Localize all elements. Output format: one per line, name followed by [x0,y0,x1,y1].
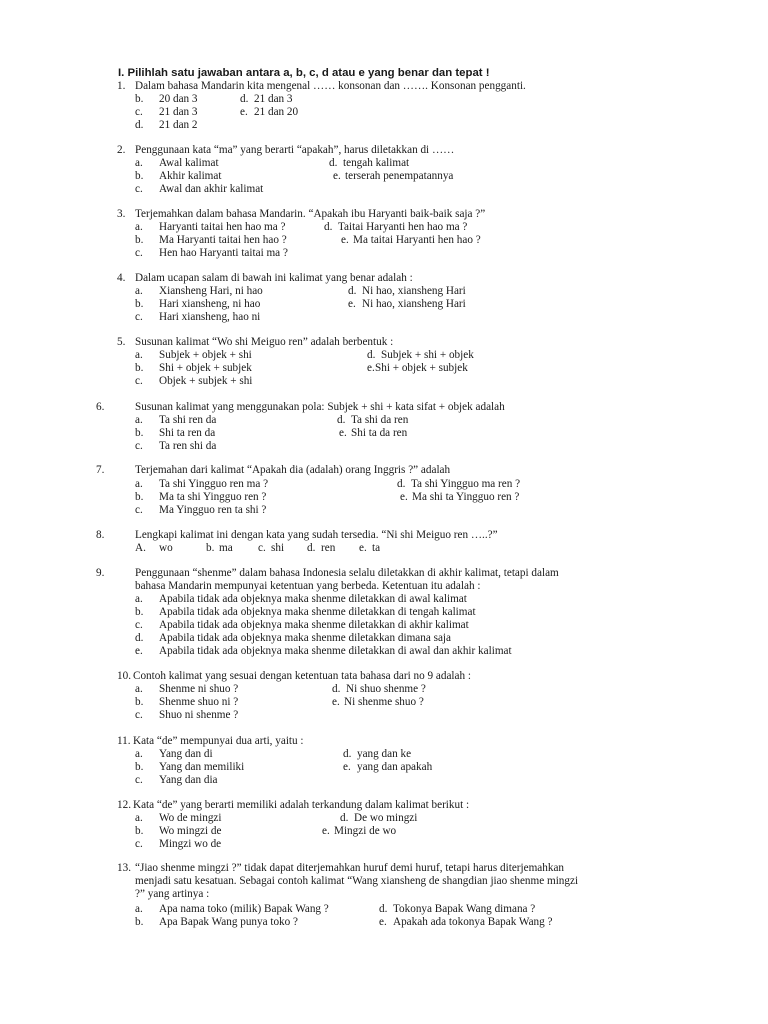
option-text: Apabila tidak ada objeknya maka shenme diletakkan di akhir kalimat [159,619,469,631]
option-key: d. [324,221,333,233]
option-text: Shi + objek + subjek [159,362,252,374]
question-text: bahasa Mandarin mempunyai ketentuan yang berbeda. Ketentuan itu adalah : [135,580,481,592]
option-text: 20 dan 3 [159,93,198,105]
option-text: Subjek + shi + objek [381,349,474,361]
option-text: Subjek + objek + shi [159,349,252,361]
option-text: Ni shuo shenme ? [346,683,426,695]
option-key: b. [135,93,144,105]
question-number: 4. [117,272,126,284]
option-text: tengah kalimat [343,157,410,169]
option-text: yang dan apakah [357,761,433,773]
option-key: a. [135,349,143,361]
option-key: c. [135,619,143,631]
question-number: 7. [96,464,105,476]
option-text: ma [219,542,233,554]
option-text: Wo mingzi de [159,825,222,837]
question-text: Kata “de” yang berarti memiliki adalah terkandung dalam kalimat berikut : [133,799,470,811]
option-text: Mingzi de wo [334,825,397,837]
question-text: Terjemahan dari kalimat “Apakah dia (adalah) orang Inggris ?” adalah [135,464,451,476]
option-key: b. [135,761,144,773]
option-text: Awal dan akhir kalimat [159,183,264,195]
option-key: c. [135,311,143,323]
question-text: Lengkapi kalimat ini dengan kata yang sudah tersedia. “Ni shi Meiguo ren …..?” [135,529,498,541]
option-text: Apabila tidak ada objeknya maka shenme diletakkan di tengah kalimat [159,606,476,618]
question-number: 2. [117,144,126,156]
option-text: Ma taitai Haryanti hen hao ? [353,234,481,246]
option-key: c. [135,774,143,786]
option-key: d. [332,683,341,695]
option-text: Mingzi wo de [159,838,222,850]
option-key: a. [135,903,143,915]
option-text: terserah penempatannya [345,170,454,182]
option-text: Ta shi Yingguo ma ren ? [411,478,521,490]
option-key: d. [240,93,249,105]
question-number: 12. [117,799,131,811]
option-key: a. [135,157,143,169]
question-text: Penggunaan “shenme” dalam bahasa Indonesia selalu diletakkan di akhir kalimat, tetapi dalam [135,567,559,579]
option-key: A. [135,542,146,554]
option-text: Ma ta shi Yingguo ren ? [159,491,267,503]
option-text: Ni shenme shuo ? [344,696,424,708]
option-text: Ta shi Yingguo ren ma ? [159,478,269,490]
question-text: ?” yang artinya : [135,888,210,900]
option-key: c. [135,375,143,387]
question-number: 10. [117,670,131,682]
option-key: c. [135,440,143,452]
option-text: 21 dan 3 [254,93,293,105]
option-text: Yang dan di [159,748,213,760]
option-text: Apakah ada tokonya Bapak Wang ? [393,916,553,928]
option-text: Ni hao, xiansheng Hari [362,298,466,310]
option-key: d. [307,542,316,554]
option-key: e. [339,427,347,439]
option-text: Shi + objek + subjek [375,362,468,374]
option-key: a. [135,748,143,760]
option-text: Shi ta ren da [159,427,216,439]
option-text: Wo de mingzi [159,812,222,824]
option-text: Shenme ni shuo ? [159,683,239,695]
option-text: Apabila tidak ada objeknya maka shenme diletakkan dimana saja [159,632,452,644]
option-key: e. [343,761,351,773]
option-key: b. [135,298,144,310]
option-text: Awal kalimat [159,157,219,169]
question-number: 13. [117,862,131,874]
option-text: Yang dan memiliki [159,761,245,773]
option-key: a. [135,812,143,824]
option-key: e. [379,916,387,928]
option-key: c. [135,106,143,118]
option-text: Shuo ni shenme ? [159,709,239,721]
option-text: Apa Bapak Wang punya toko ? [159,916,299,928]
option-key: c. [135,247,143,259]
option-key: d. [329,157,338,169]
option-key: d. [348,285,357,297]
option-key: a. [135,478,143,490]
question-text: Kata “de” mempunyai dua arti, yaitu : [133,735,304,747]
question-number: 1. [117,80,126,92]
question-number: 3. [117,208,126,220]
option-text: Hari xiansheng, hao ni [159,311,261,323]
question-number: 6. [96,401,105,413]
instructions-title: I. Pilihlah satu jawaban antara a, b, c, d atau e yang benar dan tepat ! [118,67,490,79]
option-key: a. [135,593,143,605]
option-text: Hari xiansheng, ni hao [159,298,261,310]
option-text: Objek + subjek + shi [159,375,253,387]
question-number: 5. [117,336,126,348]
option-text: Haryanti taitai hen hao ma ? [159,221,286,233]
option-text: Ma shi ta Yingguo ren ? [412,491,520,503]
option-key: d. [397,478,406,490]
option-text: De wo mingzi [354,812,418,824]
question-text: Penggunaan kata “ma” yang berarti “apakah”, harus diletakkan di …… [135,144,455,156]
option-key: c. [135,709,143,721]
question-number: 11. [117,735,131,747]
option-key: a. [135,683,143,695]
option-text: Akhir kalimat [159,170,222,182]
option-key: c. [135,504,143,516]
option-key: d. [135,119,144,131]
option-text: Xiansheng Hari, ni hao [159,285,263,297]
question-text: “Jiao shenme mingzi ?” tidak dapat diterjemahkan huruf demi huruf, tetapi harus diterjemahkan [135,862,565,874]
option-text: shi [271,542,285,554]
option-key: e. [359,542,367,554]
question-text: Terjemahkan dalam bahasa Mandarin. “Apakah ibu Haryanti baik-baik saja ?” [135,208,486,220]
option-text: Shi ta da ren [351,427,408,439]
option-key: a. [135,221,143,233]
option-text: Tokonya Bapak Wang dimana ? [393,903,536,915]
question-text: Contoh kalimat yang sesuai dengan ketentuan tata bahasa dari no 9 adalah : [133,670,472,682]
option-text: Ta shi da ren [351,414,409,426]
option-text: ta [372,542,381,554]
question-text: Susunan kalimat yang menggunakan pola: Subjek + shi + kata sifat + objek adalah [135,401,505,413]
option-text: Ma Yingguo ren ta shi ? [159,504,267,516]
option-text: Ma Haryanti taitai hen hao ? [159,234,287,246]
option-text: Shenme shuo ni ? [159,696,239,708]
option-key: b. [135,170,144,182]
option-key: d. [340,812,349,824]
option-key: d. [367,349,376,361]
option-key: b. [135,427,144,439]
option-text: Taitai Haryanti hen hao ma ? [338,221,468,233]
option-key: b. [135,916,144,928]
question-number: 8. [96,529,105,541]
option-text: Apa nama toko (milik) Bapak Wang ? [159,903,329,915]
option-key: b. [135,362,144,374]
option-text: Ni hao, xiansheng Hari [362,285,466,297]
option-text: 21 dan 3 [159,106,198,118]
option-key: b. [206,542,215,554]
option-text: Yang dan dia [159,774,218,786]
option-key: e. [367,362,375,374]
option-key: e. [341,234,349,246]
option-text: 21 dan 2 [159,119,198,131]
option-key: e. [400,491,408,503]
option-key: d. [379,903,388,915]
option-key: d. [343,748,352,760]
option-key: b. [135,234,144,246]
option-key: e. [348,298,356,310]
option-text: 21 dan 20 [254,106,299,118]
option-key: c. [135,838,143,850]
option-text: Hen hao Haryanti taitai ma ? [159,247,288,259]
option-key: e. [135,645,143,657]
option-key: c. [258,542,266,554]
option-key: e. [333,170,341,182]
option-key: d. [135,632,144,644]
option-text: yang dan ke [357,748,412,760]
question-text: menjadi satu kesatuan. Sebagai contoh kalimat “Wang xiansheng de shangdian jiao shenme mingzi [135,875,579,887]
option-text: Ta shi ren da [159,414,217,426]
option-text: Ta ren shi da [159,440,217,452]
option-key: b. [135,696,144,708]
option-key: d. [337,414,346,426]
option-text: wo [159,542,173,554]
option-key: b. [135,825,144,837]
option-text: Apabila tidak ada objeknya maka shenme diletakkan di awal dan akhir kalimat [159,645,512,657]
question-text: Susunan kalimat “Wo shi Meiguo ren” adalah berbentuk : [135,336,394,348]
option-key: a. [135,414,143,426]
option-key: b. [135,606,144,618]
question-text: Dalam ucapan salam di bawah ini kalimat yang benar adalah : [135,272,413,284]
option-key: b. [135,491,144,503]
option-text: Apabila tidak ada objeknya maka shenme diletakkan di awal kalimat [159,593,467,605]
option-key: e. [240,106,248,118]
option-key: c. [135,183,143,195]
option-text: ren [321,542,336,554]
question-number: 9. [96,567,105,579]
option-key: a. [135,285,143,297]
question-text: Dalam bahasa Mandarin kita mengenal …… konsonan dan ……. Konsonan pengganti. [135,80,526,92]
option-key: e. [332,696,340,708]
option-key: e. [322,825,330,837]
